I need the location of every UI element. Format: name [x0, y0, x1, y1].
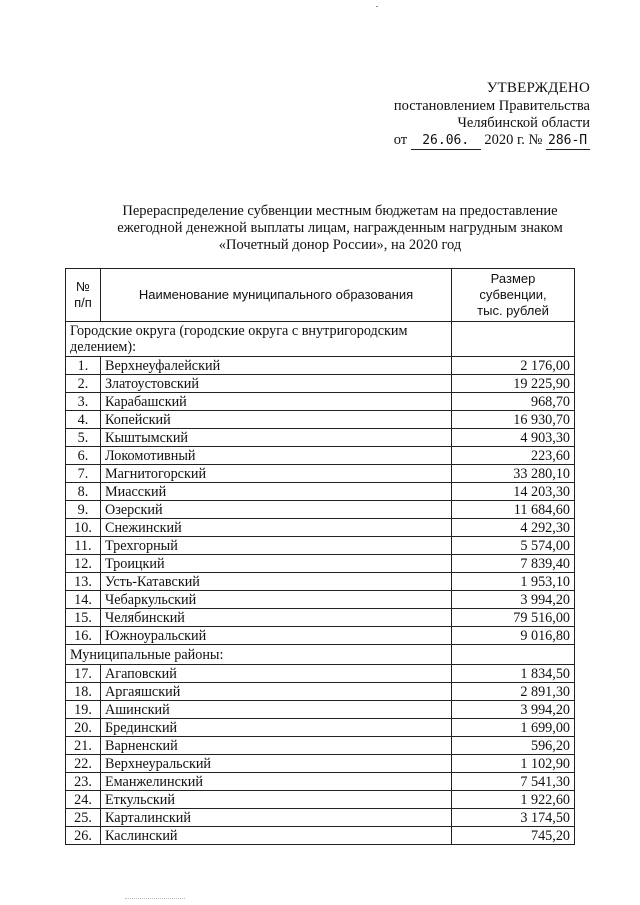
table-row [66, 719, 575, 737]
section-row-city-districts [66, 322, 575, 357]
approval-heading: УТВЕРЖДЕНО [486, 80, 590, 96]
section-row-municipal-districts [66, 645, 575, 665]
row-number: 20. [66, 719, 101, 737]
section-empty-cell [452, 322, 575, 357]
row-value: 1 102,90 [452, 755, 575, 773]
row-value: 968,70 [452, 393, 575, 411]
row-municipality: Трехгорный [101, 537, 452, 555]
table-row [66, 483, 575, 501]
row-number: 10. [66, 519, 101, 537]
row-value: 7 541,30 [452, 773, 575, 791]
scan-artifact-bottom [125, 898, 185, 900]
table-row [66, 627, 575, 645]
row-value: 33 280,10 [452, 465, 575, 483]
row-municipality: Каслинский [101, 827, 452, 845]
row-number: 9. [66, 501, 101, 519]
row-number: 14. [66, 591, 101, 609]
row-value: 4 903,30 [452, 429, 575, 447]
table-row [66, 357, 575, 375]
row-municipality: Усть-Катавский [101, 573, 452, 591]
row-number: 24. [66, 791, 101, 809]
row-municipality: Златоустовский [101, 375, 452, 393]
row-value: 7 839,40 [452, 555, 575, 573]
table-row [66, 375, 575, 393]
row-municipality: Агаповский [101, 665, 452, 683]
row-value: 4 292,30 [452, 519, 575, 537]
row-number: 19. [66, 701, 101, 719]
row-value: 16 930,70 [452, 411, 575, 429]
row-municipality: Миасский [101, 483, 452, 501]
row-value: 3 994,20 [452, 591, 575, 609]
row-number: 23. [66, 773, 101, 791]
approval-line-2: Челябинской области [457, 115, 590, 131]
row-municipality: Озерский [101, 501, 452, 519]
row-value: 19 225,90 [452, 375, 575, 393]
row-number: 22. [66, 755, 101, 773]
row-municipality: Снежинский [101, 519, 452, 537]
table-row [66, 665, 575, 683]
row-municipality: Аргаяшский [101, 683, 452, 701]
table-row [66, 411, 575, 429]
row-municipality: Локомотивный [101, 447, 452, 465]
row-number: 8. [66, 483, 101, 501]
table-row [66, 773, 575, 791]
table-row [66, 701, 575, 719]
row-value: 596,20 [452, 737, 575, 755]
table-row [66, 791, 575, 809]
row-number: 17. [66, 665, 101, 683]
subsidy-table [65, 268, 575, 845]
table-row [66, 465, 575, 483]
row-municipality: Копейский [101, 411, 452, 429]
row-municipality: Магнитогорский [101, 465, 452, 483]
row-municipality: Челябинский [101, 609, 452, 627]
table-row [66, 827, 575, 845]
row-number: 6. [66, 447, 101, 465]
row-value: 1 922,60 [452, 791, 575, 809]
section-label: Муниципальные районы: [66, 645, 452, 665]
row-municipality: Варненский [101, 737, 452, 755]
table-header-row [66, 269, 575, 322]
table-row [66, 537, 575, 555]
header-number: № п/п [66, 269, 101, 322]
row-value: 11 684,60 [452, 501, 575, 519]
row-value: 14 203,30 [452, 483, 575, 501]
table-body [66, 322, 575, 845]
year-text: 2020 г. № [484, 132, 543, 148]
row-value: 1 699,00 [452, 719, 575, 737]
row-value: 3 174,50 [452, 809, 575, 827]
approval-date-row [370, 132, 590, 150]
row-value: 1 953,10 [452, 573, 575, 591]
title-line-2: ежегодной денежной выплаты лицам, награжденным нагрудным знаком [117, 220, 563, 236]
row-value: 745,20 [452, 827, 575, 845]
row-number: 2. [66, 375, 101, 393]
row-municipality: Верхнеуральский [101, 755, 452, 773]
table-row [66, 737, 575, 755]
approval-line-1: постановлением Правительства [393, 98, 590, 114]
row-municipality: Ашинский [101, 701, 452, 719]
row-value: 1 834,50 [452, 665, 575, 683]
row-number: 12. [66, 555, 101, 573]
row-municipality: Карталинский [101, 809, 452, 827]
table-row [66, 609, 575, 627]
table-row [66, 809, 575, 827]
header-name: Наименование муниципального образования [101, 269, 452, 322]
row-number: 3. [66, 393, 101, 411]
row-value: 5 574,00 [452, 537, 575, 555]
document-title [60, 203, 620, 254]
row-number: 1. [66, 357, 101, 375]
table-row [66, 755, 575, 773]
row-municipality: Еманжелинский [101, 773, 452, 791]
row-number: 5. [66, 429, 101, 447]
row-municipality: Южноуральский [101, 627, 452, 645]
row-value: 9 016,80 [452, 627, 575, 645]
row-number: 13. [66, 573, 101, 591]
row-number: 4. [66, 411, 101, 429]
date-prefix: от [393, 132, 408, 148]
section-label: Городские округа (городские округа с внутригородским делением): [66, 322, 452, 357]
approval-block [370, 80, 590, 150]
row-number: 15. [66, 609, 101, 627]
row-number: 18. [66, 683, 101, 701]
row-number: 26. [66, 827, 101, 845]
table-row [66, 447, 575, 465]
date-value: 26.06. [411, 132, 481, 150]
row-municipality: Кыштымский [101, 429, 452, 447]
row-number: 11. [66, 537, 101, 555]
table-row [66, 573, 575, 591]
row-municipality: Еткульский [101, 791, 452, 809]
row-municipality: Верхнеуфалейский [101, 357, 452, 375]
row-municipality: Брединский [101, 719, 452, 737]
scan-artifact [376, 6, 378, 7]
row-municipality: Карабашский [101, 393, 452, 411]
table-row [66, 501, 575, 519]
row-value: 2 176,00 [452, 357, 575, 375]
row-number: 21. [66, 737, 101, 755]
row-value: 3 994,20 [452, 701, 575, 719]
row-number: 16. [66, 627, 101, 645]
title-line-3: «Почетный донор России», на 2020 год [218, 237, 462, 253]
row-municipality: Чебаркульский [101, 591, 452, 609]
table-row [66, 519, 575, 537]
row-value: 79 516,00 [452, 609, 575, 627]
decree-number: 286-П [546, 132, 590, 150]
row-number: 7. [66, 465, 101, 483]
table-row [66, 555, 575, 573]
table-row [66, 393, 575, 411]
row-value: 223,60 [452, 447, 575, 465]
row-value: 2 891,30 [452, 683, 575, 701]
table-row [66, 683, 575, 701]
row-municipality: Троицкий [101, 555, 452, 573]
section-empty-cell [452, 645, 575, 665]
header-value: Размер субвенции, тыс. рублей [452, 269, 575, 322]
row-number: 25. [66, 809, 101, 827]
table-row [66, 591, 575, 609]
table-row [66, 429, 575, 447]
title-line-1: Перераспределение субвенции местным бюджетам на предоставление [122, 203, 558, 219]
